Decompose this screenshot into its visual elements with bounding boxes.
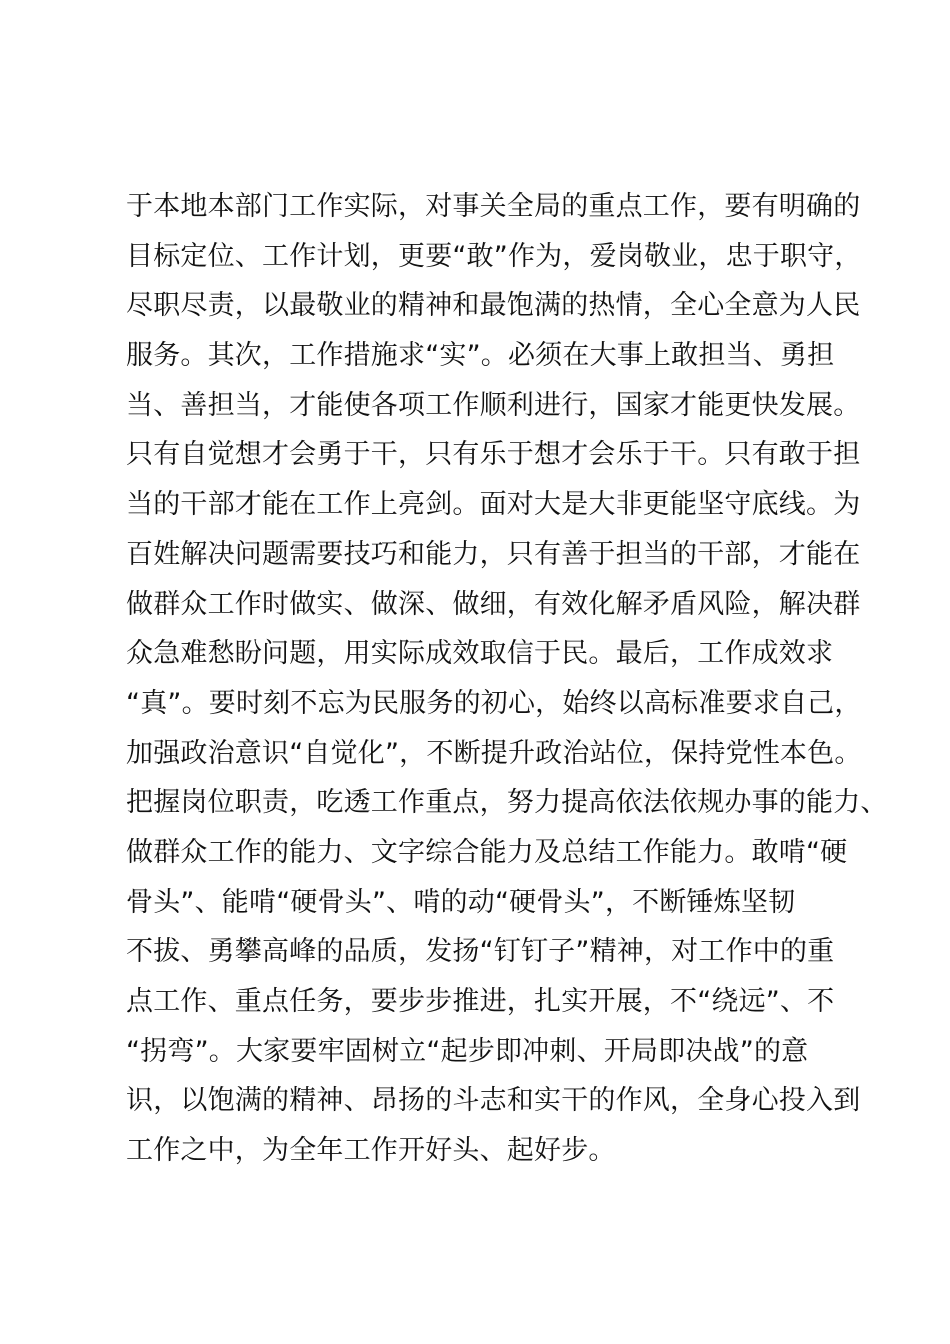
paragraph-line: 服务。其次，工作措施求“实”。必须在大事上敢担当、勇担 [126, 340, 835, 372]
paragraph-line: 把握岗位职责，吃透工作重点，努力提高依法依规办事的能力、 [126, 787, 888, 819]
paragraph-line: 识，以饱满的精神、昂扬的斗志和实干的作风，全身心投入到 [126, 1085, 861, 1117]
paragraph-line: 只有自觉想才会勇于干，只有乐于想才会乐于干。只有敢于担 [126, 439, 861, 471]
paragraph-line: 众急难愁盼问题，用实际成效取信于民。最后，工作成效求 [126, 638, 834, 670]
paragraph-line: 工作之中，为全年工作开好头、起好步。 [126, 1135, 616, 1167]
paragraph-line: 当的干部才能在工作上亮剑。面对大是大非更能坚守底线。为 [126, 489, 861, 521]
paragraph-line: 做群众工作的能力、文字综合能力及总结工作能力。敢啃“硬 [126, 836, 848, 868]
paragraph-line: 于本地本部门工作实际，对事关全局的重点工作，要有明确的 [126, 191, 861, 222]
paragraph-line: 点工作、重点任务，要步步推进，扎实开展，不“绕远”、不 [126, 986, 835, 1017]
paragraph-line: 做群众工作时做实、做深、做细，有效化解矛盾风险，解决群 [126, 588, 861, 620]
paragraph-line: 百姓解决问题需要技巧和能力，只有善于担当的干部，才能在 [126, 538, 861, 570]
paragraph-line: 骨头”、能啃“硬骨头”、啃的动“硬骨头”，不断锤炼坚韧 [126, 886, 796, 918]
body-paragraph [126, 182, 888, 1176]
paragraph-line: 尽职尽责，以最敬业的精神和最饱满的热情，全心全意为人民 [126, 290, 861, 322]
paragraph-line: 不拔、勇攀高峰的品质，发扬“钉钉子”精神，对工作中的重 [126, 936, 835, 968]
paragraph-line: 加强政治意识“自觉化”，不断提升政治站位，保持党性本色。 [126, 737, 862, 769]
paragraph-line: “拐弯”。大家要牢固树立“起步即冲刺、开局即决战”的意 [126, 1035, 809, 1067]
paragraph-line: 当、善担当，才能使各项工作顺利进行，国家才能更快发展。 [126, 389, 861, 421]
paragraph-line: “真”。要时刻不忘为民服务的初心，始终以高标准要求自己， [126, 687, 862, 719]
paragraph-line: 目标定位、工作计划，更要“敢”作为，爱岗敬业，忠于职守， [126, 240, 862, 272]
